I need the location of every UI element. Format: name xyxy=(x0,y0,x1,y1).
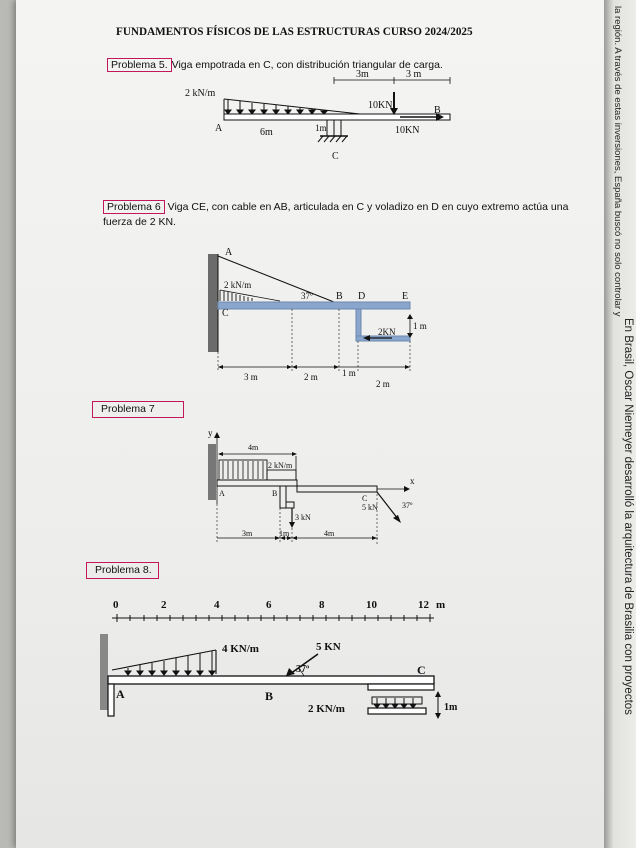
figure-problem-6 xyxy=(206,244,446,394)
fig5-dim-post: 1m xyxy=(315,123,327,133)
fig7-point-a: A xyxy=(219,489,225,498)
problem-5-label: Problema 5. xyxy=(107,58,172,72)
left-page-edge xyxy=(0,0,16,848)
fig6-dim-4: 2 m xyxy=(376,379,390,389)
ruler-label-8: 8 xyxy=(319,599,325,611)
fig5-dim-1: 3m xyxy=(356,69,369,80)
fig7-dim-1: 3m xyxy=(242,529,253,538)
fig8-dim: 1m xyxy=(444,702,458,713)
fig5-load: 2 kN/m xyxy=(185,88,216,99)
fig7-load: 2 kN/m xyxy=(268,461,293,470)
fig7-dim-2: 1m xyxy=(279,529,290,538)
ruler-label-12: 12 xyxy=(418,599,429,611)
problem-7-label: Problema 7 xyxy=(92,401,184,418)
adjacent-page-text-top: la región. A través de estas inversiones, España buscó no solo controlar y xyxy=(612,6,623,317)
fig5-dim-2: 3 m xyxy=(406,69,422,80)
ruler-label-6: 6 xyxy=(266,599,272,611)
fig8-point-c: C xyxy=(417,663,426,677)
page-title: FUNDAMENTOS FÍSICOS DE LAS ESTRUCTURAS CURSO 2024/2025 xyxy=(116,26,473,38)
fig7-axis-y: y xyxy=(208,428,213,438)
fig6-dim-2: 2 m xyxy=(304,372,318,382)
problem-5-text: Viga empotrada en C, con distribución triangular de carga. xyxy=(171,59,443,71)
fig6-point-d: D xyxy=(358,291,366,302)
problem-8-label: Problema 8. xyxy=(86,562,159,579)
fig6-force: 2KN xyxy=(378,327,396,337)
ruler-label-4: 4 xyxy=(214,599,220,611)
problem-6-text: Viga CE, con cable en AB, articulada en C y voladizo en D en cuyo extremo actúa una fuerza de 2 KN. xyxy=(103,201,569,228)
problem-6-label: Problema 6 xyxy=(103,200,165,214)
fig8-load-1: 4 KN/m xyxy=(222,643,259,655)
figure-problem-8 xyxy=(100,594,470,754)
fig7-dim-3: 4m xyxy=(324,529,335,538)
fig8-point-b: B xyxy=(265,689,274,703)
fig6-point-e: E xyxy=(402,291,409,302)
fig6-dim-1: 3 m xyxy=(244,372,258,382)
fig6-point-c: C xyxy=(222,308,229,319)
fig7-force-5: 5 kN xyxy=(362,503,378,512)
fig7-point-b: B xyxy=(272,489,278,498)
fig8-point-a: A xyxy=(116,687,125,701)
ruler-label-0: 0 xyxy=(113,599,119,611)
fig5-force-h: 10KN xyxy=(395,125,420,136)
fig8-load-2: 2 KN/m xyxy=(308,703,345,715)
fig5-force: 10KN xyxy=(368,100,393,111)
fig7-point-c: C xyxy=(362,494,368,503)
fig5-point-b: B xyxy=(434,105,441,116)
fig8-force: 5 KN xyxy=(316,641,341,653)
fig6-angle: 37º xyxy=(301,291,313,301)
fig7-force-3: 3 kN xyxy=(295,513,311,522)
ruler-label-10: 10 xyxy=(366,599,377,611)
figure-problem-5 xyxy=(180,69,480,172)
fig6-load: 2 kN/m xyxy=(224,280,252,290)
adjacent-page-text-bottom: En Brasil, Oscar Niemeyer desarrolló la arquitectura de Brasilia con proyectos xyxy=(622,318,634,715)
fig7-dim-load: 4m xyxy=(248,443,259,452)
ruler-unit: m xyxy=(436,599,446,611)
fig5-point-c: C xyxy=(332,151,339,162)
fig8-angle: 37º xyxy=(296,664,310,675)
fig6-dim-post: 1 m xyxy=(413,321,427,331)
fig6-point-a: A xyxy=(225,247,233,258)
figure-problem-7 xyxy=(208,428,428,554)
problem-6-statement xyxy=(103,200,573,230)
fig7-axis-x: x xyxy=(410,476,415,486)
problem-5-statement xyxy=(107,59,443,71)
fig6-dim-3: 1 m xyxy=(342,368,356,378)
ruler-label-2: 2 xyxy=(161,599,167,611)
fig5-dim-span: 6m xyxy=(260,127,273,138)
fig5-point-a: A xyxy=(215,123,223,134)
fig6-point-b: B xyxy=(336,291,343,302)
fig7-angle: 37º xyxy=(402,501,413,510)
